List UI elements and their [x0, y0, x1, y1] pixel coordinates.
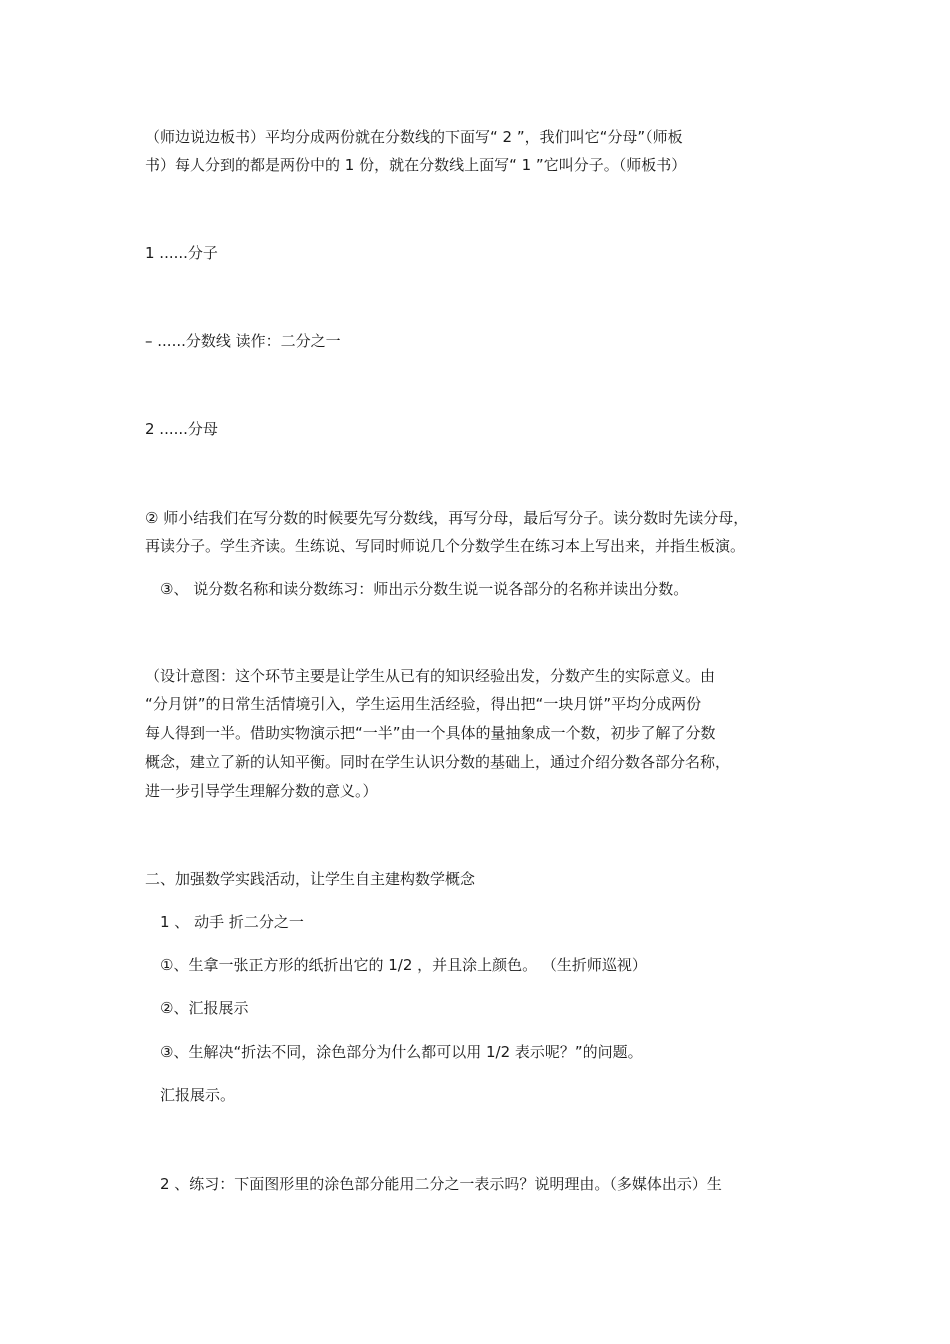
paragraph-line-1: （师边说边板书）平均分成两份就在分数线的下面写“ 2 ”，我们叫它“分母”（师板	[145, 128, 683, 146]
practice-step: ③、 说分数名称和读分数练习：师出示分数生说一说各部分的名称并读出分数。	[160, 580, 689, 598]
section-heading: 二、加强数学实践活动，让学生自主建构数学概念	[145, 870, 476, 888]
activity-step-1: ①、生拿一张正方形的纸折出它的 1/2 ，并且涂上颜色。 （生折师巡视）	[160, 956, 647, 974]
design-intent-line-1: （设计意图：这个环节主要是让学生从已有的知识经验出发，分数产生的实际意义。由	[145, 667, 716, 685]
design-intent-line-3: 每人得到一半。借助实物演示把“一半”由一个具体的量抽象成一个数，初步了解了分数	[145, 724, 716, 742]
numerator-label: 1 ......分子	[145, 244, 218, 262]
summary-line-1: ② 师小结我们在写分数的时候要先写分数线，再写分母，最后写分子。读分数时先读分母，	[145, 509, 749, 527]
exercise-item-2: 2 、练习：下面图形里的涂色部分能用二分之一表示吗？说明理由。（多媒体出示）生	[160, 1175, 722, 1193]
design-intent-line-4: 概念，建立了新的认知平衡。同时在学生认识分数的基础上，通过介绍分数各部分名称，	[145, 753, 731, 771]
fraction-line-label: – ......分数线 读作：二分之一	[145, 332, 341, 350]
activity-step-2: ②、汇报展示	[160, 999, 249, 1017]
summary-line-2: 再读分子。学生齐读。生练说、写同时师说几个分数学生在练习本上写出来，并指生板演。	[145, 537, 746, 555]
activity-item-1: 1 、 动手 折二分之一	[160, 913, 304, 931]
denominator-label: 2 ......分母	[145, 420, 218, 438]
paragraph-line-2: 书）每人分到的都是两份中的 1 份，就在分数线上面写“ 1 ”它叫分子。（师板书）	[145, 156, 687, 174]
activity-step-3: ③、生解决“折法不同，涂色部分为什么都可以用 1/2 表示呢？”的问题。	[160, 1043, 643, 1061]
design-intent-line-2: “分月饼”的日常生活情境引入，学生运用生活经验，得出把“一块月饼”平均分成两份	[145, 695, 702, 713]
activity-report: 汇报展示。	[160, 1086, 236, 1104]
design-intent-line-5: 进一步引导学生理解分数的意义。）	[145, 782, 378, 800]
